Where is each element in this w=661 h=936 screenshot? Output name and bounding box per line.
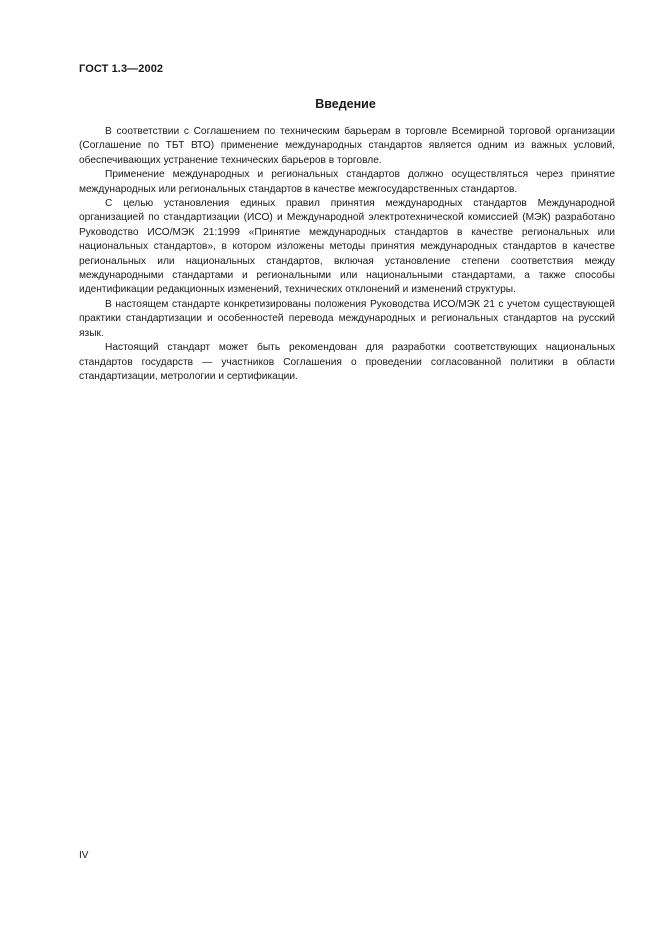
section-title: Введение xyxy=(315,97,376,111)
paragraph-3: С целью установления единых правил принятия международных стандартов Международной организацией по стандартизации (ИСО) и Международной электротехнической комиссией (МЭК) разработано Руководство ИСО/МЭК 21:1999 «Принятие международных стандартов в качестве региональных или национальных стандартов», в котором изложены методы принятия международных стандартов в качестве региональных или национальных стандартов, включая установление степени соответствия между международными стандартами и региональными или национальными стандартами, а также способы идентификации редакционных изменений, технических отклонений и изменений структуры. xyxy=(79,198,615,296)
paragraph-1: В соответствии с Соглашением по техническим барьерам в торговле Всемирной торговой организации (Соглашение по ТБТ ВТО) применение международных стандартов является одним из важных условий, обеспечивающих устранение технических барьеров в торговле. xyxy=(79,126,615,166)
paragraph-4: В настоящем стандарте конкретизированы положения Руководства ИСО/МЭК 21 с учетом существующей практики стандартизации и особенностей перевода международных и региональных стандартов на русский язык. xyxy=(79,298,615,339)
body-text xyxy=(79,125,615,384)
paragraph-5: Настоящий стандарт может быть рекомендован для разработки соответствующих национальных стандартов государств — участников Соглашения о проведении согласованной политики в области стандартизации, метрологии и сертификации. xyxy=(79,342,615,382)
page-number: IV xyxy=(79,850,89,861)
paragraph-2: Применение международных и региональных стандартов должно осуществляться через принятие международных или региональных стандартов в качестве межгосударственных стандартов. xyxy=(79,169,615,195)
document-header: ГОСТ 1.3—2002 xyxy=(79,63,164,75)
